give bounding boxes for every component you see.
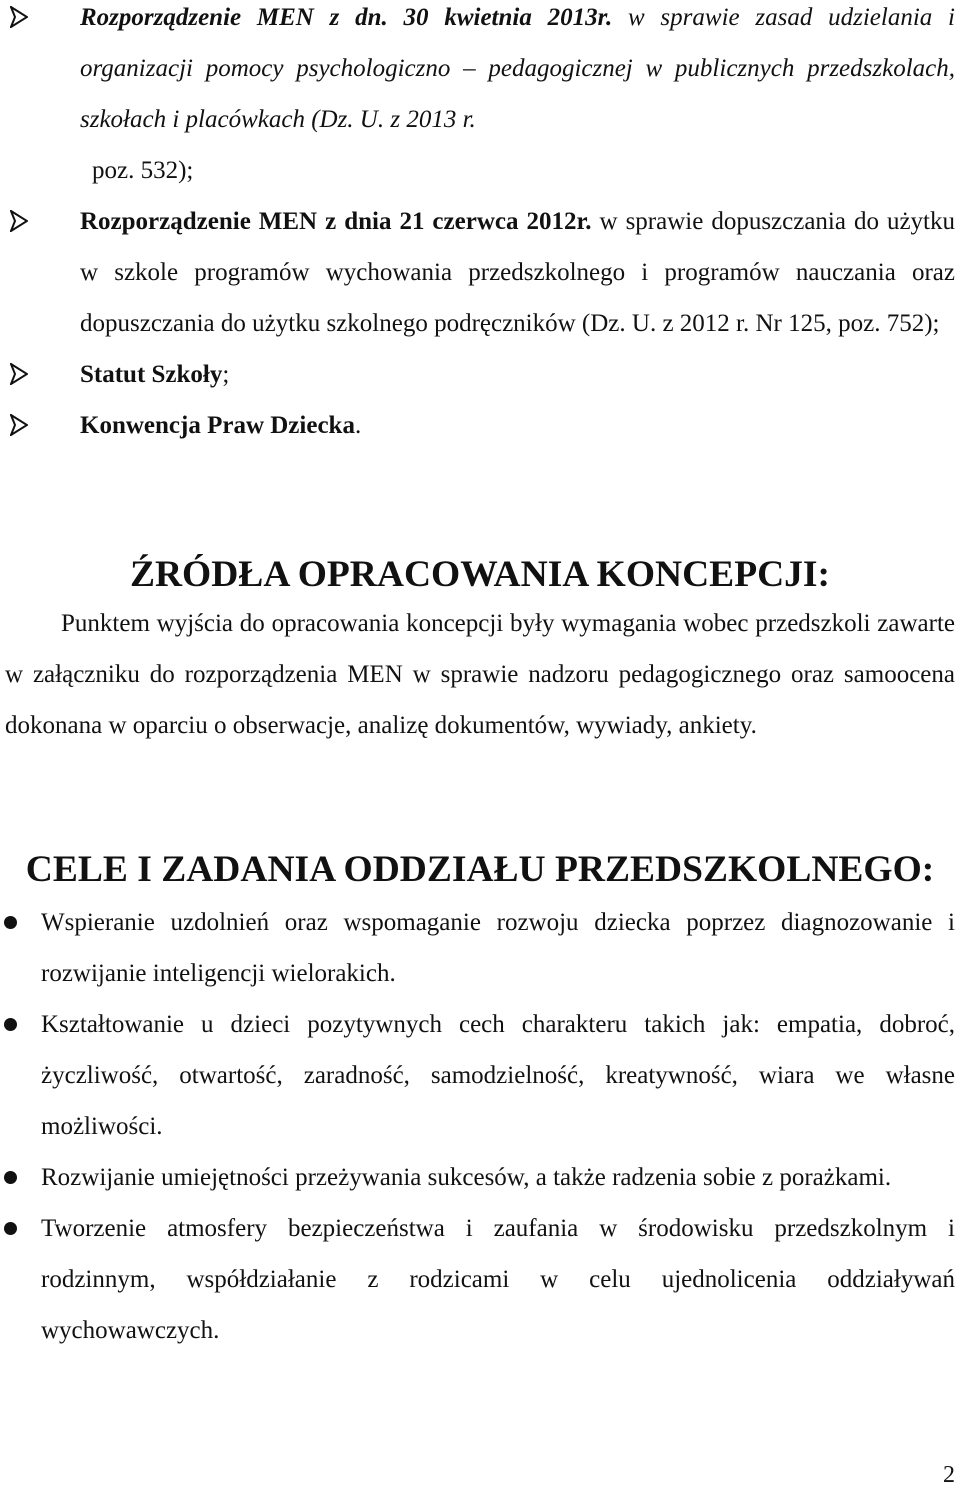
legal-basis-item xyxy=(0,196,960,349)
arrow-bullet-icon xyxy=(10,210,28,232)
legal-basis-text xyxy=(80,196,955,349)
sources-heading: ŹRÓDŁA OPRACOWANIA KONCEPCJI: xyxy=(129,554,831,595)
goal-text: Tworzenie atmosfery bezpieczeństwa i zaufania w środowisku przedszkolnym i rodzinnym, współdziałanie z rodzicami w celu ujednolicenia oddziaływań wychowawczych. xyxy=(41,1215,955,1344)
goals-list xyxy=(0,897,960,1356)
goal-text: Rozwijanie umiejętności przeżywania sukcesów, a także radzenia sobie z porażkami. xyxy=(41,1164,892,1191)
page-number: 2 xyxy=(943,1462,955,1488)
goal-text: Wspieranie uzdolnień oraz wspomaganie rozwoju dziecka poprzez diagnozowanie i rozwijanie inteligencji wielorakich. xyxy=(41,909,955,987)
goal-item xyxy=(0,1152,960,1203)
dot-bullet-icon xyxy=(4,1018,17,1031)
legal-basis-text xyxy=(80,400,955,451)
dot-bullet-icon xyxy=(4,916,17,929)
legal-basis-list xyxy=(0,0,960,451)
legal-basis-lead: Rozporządzenie MEN z dnia 21 czerwca 2012r. xyxy=(80,208,592,235)
arrow-bullet-icon xyxy=(10,414,28,436)
goals-heading: CELE I ZADANIA ODDZIAŁU PRZEDSZKOLNEGO: xyxy=(25,849,935,890)
dot-bullet-icon xyxy=(4,1222,17,1235)
legal-basis-item xyxy=(0,0,960,196)
legal-basis-rest: . xyxy=(354,412,362,439)
legal-basis-tail: poz. 532); xyxy=(92,157,194,184)
arrow-bullet-icon xyxy=(10,6,28,28)
goal-item xyxy=(0,897,960,999)
legal-basis-text xyxy=(80,349,955,400)
legal-basis-item xyxy=(0,349,960,400)
legal-basis-lead: Statut Szkoły xyxy=(80,361,223,388)
legal-basis-rest: w sprawie dopuszczania do użytku w szkole programów wychowania przedszkolnego i programów nauczania oraz dopuszczania do użytku szkolnego podręczników (Dz. U. z 2012 r. Nr 125, poz. 752); xyxy=(80,208,956,337)
arrow-bullet-icon xyxy=(10,363,28,385)
dot-bullet-icon xyxy=(4,1171,17,1184)
goal-item xyxy=(0,999,960,1152)
sources-paragraph: Punktem wyjścia do opracowania koncepcji były wymagania wobec przedszkoli zawarte w załączniku do rozporządzenia MEN w sprawie nadzoru pedagogicznego oraz samoocena dokonana w oparciu o obserwacje, analizę dokumentów, wywiady, ankiety. xyxy=(5,610,955,739)
legal-basis-rest: ; xyxy=(222,361,230,388)
legal-basis-lead: Rozporządzenie MEN z dn. 30 kwietnia 2013r. xyxy=(80,4,613,31)
goal-text: Kształtowanie u dzieci pozytywnych cech charakteru takich jak: empatia, dobroć, życzliwość, otwartość, zaradność, samodzielność, kreatywność, wiara we własne możliwości. xyxy=(41,1011,955,1140)
legal-basis-rest: w sprawie zasad udzielania i organizacji pomocy psychologiczno – pedagogicznej w publicznych przedszkolach, szkołach i placówkach (Dz. U. z 2013 r. xyxy=(80,4,955,133)
legal-basis-lead: Konwencja Praw Dziecka xyxy=(80,412,355,439)
legal-basis-text xyxy=(80,0,955,145)
goal-item xyxy=(0,1203,960,1356)
legal-basis-item xyxy=(0,400,960,451)
